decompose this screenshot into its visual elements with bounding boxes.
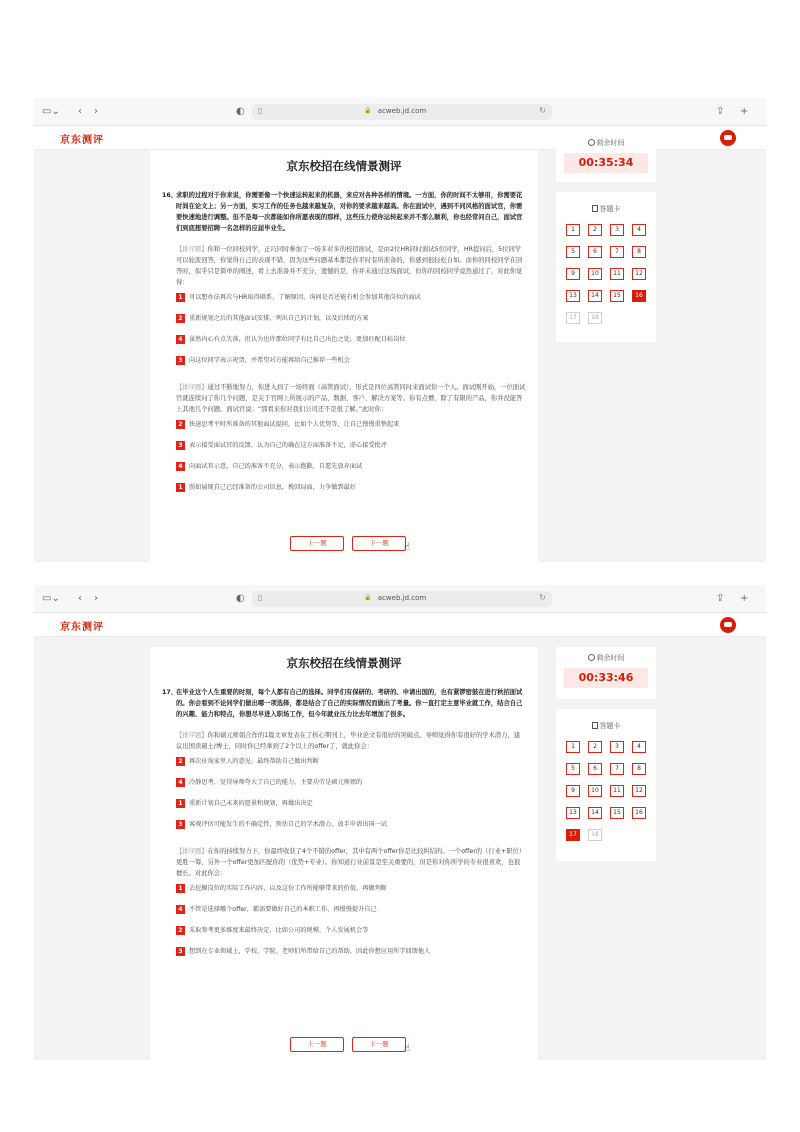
answer-card-cell[interactable]: 6: [588, 246, 602, 258]
browser-toolbar: [34, 98, 766, 126]
timer-label: [556, 653, 656, 663]
rank-badge[interactable]: 1: [176, 799, 185, 808]
reload-icon[interactable]: ↻: [539, 106, 546, 115]
timer-card: [556, 132, 656, 182]
scenario-body: 在你的持续努力下，你最终收获了4个不错的offer，其中有两个offer你是比较纠结的。一个offer的（行业+职位）更胜一筹，另外一个offer更加匹配你的（优势+专业）。你知道行业前景是至关重要的，但是你对你所学的专业很喜欢，也很擅长。对此你会：: [176, 848, 526, 877]
question-number: 17、: [162, 689, 178, 696]
screenshot-2: [34, 585, 766, 1060]
avatar[interactable]: [720, 617, 736, 633]
url-text: acweb.jd.com: [377, 594, 427, 602]
screenshot-1: [34, 98, 766, 562]
ranking-option[interactable]: [176, 778, 526, 794]
question-type-tag: 【排序题】: [176, 384, 208, 391]
answer-card-title-text: 答题卡: [599, 205, 621, 213]
rank-badge[interactable]: 4: [176, 335, 185, 344]
rank-badge[interactable]: 3: [176, 947, 185, 956]
answer-card-cell[interactable]: 14: [588, 807, 602, 819]
page-title: 京东校招在线情景测评: [286, 656, 402, 670]
answer-card-cell[interactable]: 4: [632, 741, 646, 753]
scenario-text: [176, 244, 526, 288]
scenario-text: [176, 846, 526, 879]
ranking-option[interactable]: [176, 293, 526, 309]
answer-card-title: [556, 721, 656, 735]
answer-card-cell[interactable]: 9: [566, 785, 580, 797]
rank-badge[interactable]: 3: [176, 820, 185, 829]
ranking-option[interactable]: [176, 483, 526, 499]
answer-card: [556, 192, 656, 342]
answer-card-cell[interactable]: 7: [610, 763, 624, 775]
new-tab-icon[interactable]: +: [740, 593, 749, 604]
option-list: [176, 293, 526, 372]
question-type-tag: 【排序题】: [176, 732, 208, 739]
answer-card-cell[interactable]: 8: [632, 246, 646, 258]
answer-card-cell[interactable]: 14: [588, 290, 602, 302]
answer-card-cell[interactable]: 12: [632, 268, 646, 280]
sidebar-toggle-icon[interactable]: ▭⌄: [42, 106, 60, 117]
rank-badge[interactable]: 1: [176, 483, 185, 492]
timer-label-text: 剩余时间: [596, 654, 625, 662]
option-text: 照如展现自己已经准备的公司信息，挽回局面，力争做到最好: [189, 484, 357, 491]
answer-card-cell[interactable]: 15: [610, 290, 624, 302]
scenario-text: [176, 730, 526, 752]
privacy-shield-icon[interactable]: ◐: [236, 593, 245, 604]
timer-card: [556, 647, 656, 699]
rank-badge[interactable]: 4: [176, 905, 185, 914]
next-question-button[interactable]: 下一题: [352, 536, 406, 551]
page-icon: ▯: [258, 106, 263, 115]
lock-icon: 🔒: [364, 594, 372, 601]
nav-row: [150, 536, 538, 552]
sidebar-toggle-icon[interactable]: ▭⌄: [42, 593, 60, 604]
address-bar[interactable]: [252, 591, 552, 607]
nav-row: [150, 1037, 538, 1053]
ranking-option[interactable]: [176, 905, 526, 921]
question-panel: [150, 150, 538, 562]
timer-label: [556, 138, 656, 148]
share-icon[interactable]: ⇪: [716, 593, 725, 604]
option-text: 快速思考平时所准备的其他面试提问，比如个人优势等，让自己慢慢重整起来: [189, 421, 400, 428]
option-list: [176, 420, 526, 499]
rank-badge[interactable]: 1: [176, 293, 185, 302]
clock-icon: [588, 139, 595, 146]
ranking-option[interactable]: [176, 884, 526, 900]
answer-card-cell[interactable]: 17: [566, 312, 580, 324]
privacy-shield-icon[interactable]: ◐: [236, 106, 245, 117]
pointer-cursor-icon: ☝: [404, 542, 411, 553]
answer-card-cell[interactable]: 11: [610, 268, 624, 280]
option-text: 再次征询家里人的意见，最终帮助自己做出判断: [189, 758, 319, 765]
reload-icon[interactable]: ↻: [539, 593, 546, 602]
option-text: 不管是选择哪个offer，都需要做好自己的本职工作，再慢慢提升自己: [189, 906, 377, 913]
scenario-body: 你和一位同校同学，正巧同时参加了一场多对多的校招面试，是由2位HR同时面试5位同学，HR提问后，5位同学可以轮流回答，你觉得自己的表现不错，因为这些问题基本都是你平时有所准备的，你感到很轻松自如。而你的同校同学在回答时，似乎只是简单的阐述，看上去准备并不充分，遗憾的是，你并未通过这场面试，但你的同校同学竟然通过了，对此你觉得：: [176, 246, 523, 286]
next-question-button[interactable]: 下一题: [352, 1037, 406, 1052]
timer-label-text: 剩余时间: [596, 139, 625, 147]
answer-card-cell[interactable]: 3: [610, 224, 624, 236]
question-stem-text: 求职的过程对于你来说，你需要像一个快速运转起来的机器，来应对各种各样的情境。一方面，你的时间不太够用，你需要花时间在论文上；另一方面，实习工作的任务也越来越复杂，对你的要求越来越高。你在面试中，遇到不同风格的面试官，你需要快速地进行调整。但不是每一次都能如你所愿表现的那样，这些压力使你运转起来并不那么顺利，你也经常问自己，面试官们到底想要招聘一名怎样的应届毕业生。: [176, 192, 523, 232]
site-header: [34, 613, 766, 637]
answer-card-cell[interactable]: 2: [588, 741, 602, 753]
rank-badge[interactable]: 2: [176, 420, 185, 429]
rank-badge[interactable]: 2: [176, 757, 185, 766]
clock-icon: [588, 654, 595, 661]
answer-card-cell[interactable]: 13: [566, 807, 580, 819]
prev-question-button[interactable]: 上一题: [290, 536, 344, 551]
answer-card-cell[interactable]: 3: [610, 741, 624, 753]
question-type-tag: 【排序题】: [176, 246, 208, 253]
lock-icon: 🔒: [364, 107, 372, 114]
answer-card-cell[interactable]: 11: [610, 785, 624, 797]
ranking-option[interactable]: [176, 820, 526, 836]
option-text: 想到在专业领域上，学校、学院、老师们所带给自己的帮助，因此你想应用所学回馈他人: [189, 948, 431, 955]
ranking-option[interactable]: [176, 420, 526, 436]
ranking-option[interactable]: [176, 335, 526, 351]
answer-card-cell[interactable]: 9: [566, 268, 580, 280]
answer-card-cell[interactable]: 7: [610, 246, 624, 258]
ranking-option[interactable]: [176, 799, 526, 815]
site-header: [34, 126, 766, 150]
answer-card-cell[interactable]: 1: [566, 741, 580, 753]
option-text: 向面试官示意，自己的准备不充分，表示抱歉，自愿先放弃面试: [189, 463, 363, 470]
answer-card-title: [556, 204, 656, 218]
new-tab-icon[interactable]: +: [740, 106, 749, 117]
rank-badge[interactable]: 4: [176, 778, 185, 787]
forward-icon[interactable]: ›: [94, 593, 98, 604]
answer-card-cell[interactable]: 8: [632, 763, 646, 775]
answer-card-cell[interactable]: 12: [632, 785, 646, 797]
option-text: 采取参考更多维度来最终决定，比如公司的规模、个人发展机会等: [189, 927, 369, 934]
answer-card-cell[interactable]: 18: [588, 312, 602, 324]
rank-badge[interactable]: 4: [176, 462, 185, 471]
address-bar[interactable]: [252, 104, 552, 120]
answer-card-title-text: 答题卡: [599, 722, 621, 730]
avatar[interactable]: [720, 130, 736, 146]
page-icon: ▯: [258, 593, 263, 602]
scenario-body: 通过不断地努力，你进入到了一场终面（高管面试），形式是四位高管同时来面试你一个人。面试刚开始，一位面试官就连续问了你几个问题，是关于官网上所展示的产品、数据、客户、解决方案等。你有点懵，除了有限的产品，你并没能答上其他几个问题。面试官说：“那看来你对我们公司还不是很了解。”此时你：: [176, 384, 526, 413]
sub-questions: [150, 244, 538, 499]
logo[interactable]: 京东测评: [60, 135, 104, 146]
question-stem: [162, 190, 526, 234]
timer-value: 00:35:34: [564, 153, 648, 173]
page-title: 京东校招在线情景测评: [286, 159, 402, 173]
answer-card-cell[interactable]: 18: [588, 829, 602, 841]
url-text: acweb.jd.com: [377, 107, 427, 115]
answer-sheet-icon: [592, 205, 598, 212]
option-text: 重新规划之后的其他面试安排，列出自己的计划，以及后续的方案: [189, 315, 369, 322]
question-stem: [162, 687, 526, 720]
sub-questions: [150, 730, 538, 963]
ranking-option[interactable]: [176, 926, 526, 942]
answer-card-cell[interactable]: 10: [588, 785, 602, 797]
rank-badge[interactable]: 3: [176, 356, 185, 365]
ranking-option[interactable]: [176, 947, 526, 963]
option-text: 去挖掘岗位的实际工作内容，以及这份工作所能够带来的价值，再做判断: [189, 885, 387, 892]
share-icon[interactable]: ⇪: [716, 106, 725, 117]
answer-card-cell[interactable]: 10: [588, 268, 602, 280]
question-panel: [150, 647, 538, 1060]
scenario-body: 你和硕元师姐合作的1篇文章发表在了核心期刊上，毕业论文有很好的突破点。导师觉得你有很好的学术潜力，建议出国读硕士/博士，同时你已经拿到了2个以上的offer了，就此你会：: [176, 732, 521, 750]
prev-question-button[interactable]: 上一题: [290, 1037, 344, 1052]
answer-card-cell[interactable]: 13: [566, 290, 580, 302]
option-list: [176, 757, 526, 836]
answer-sheet-icon: [592, 722, 598, 729]
back-icon[interactable]: ‹: [78, 106, 82, 117]
browser-toolbar: [34, 585, 766, 613]
answer-card-cell[interactable]: 15: [610, 807, 624, 819]
question-stem-text: 在毕业这个人生重要的时刻，每个人都有自己的选择。同学们有保研的、考研的、申请出国的，也有紧锣密鼓在进行秋招面试的。你会看到不论同学们做出哪一项选择，都是结合了自己的实际情况而做出了考量。你一直打定主意毕业就工作，结合自己的兴趣、能力和特点，你想尽早进入职场工作，但今年就业压力比去年增加了很多。: [176, 689, 523, 718]
option-text: 向这位同学表示祝贺，并希望对方能再给自己推荐一些机会: [189, 357, 350, 364]
ranking-option[interactable]: [176, 314, 526, 330]
ranking-option[interactable]: [176, 441, 526, 457]
scenario-text: [176, 382, 526, 415]
option-text: 客观评估可能发生的不确定性，预估自己的学术潜力，放手申请出国一试: [189, 821, 387, 828]
answer-card-cell[interactable]: 17: [566, 829, 580, 841]
answer-card-cell[interactable]: 6: [588, 763, 602, 775]
ranking-option[interactable]: [176, 462, 526, 478]
answer-card: [556, 709, 656, 861]
answer-card-cell[interactable]: 4: [632, 224, 646, 236]
answer-card-cell[interactable]: 16: [632, 807, 646, 819]
option-text: 重新计划自己未来的愿景和规划，再做出决定: [189, 800, 313, 807]
option-list: [176, 884, 526, 963]
answer-card-cell[interactable]: 5: [566, 246, 580, 258]
option-text: 虽然内心有点失落，但认为也许那位同学有比自己出色之处，更加匹配目标岗位: [189, 336, 406, 343]
rank-badge[interactable]: 2: [176, 926, 185, 935]
logo[interactable]: 京东测评: [60, 622, 104, 633]
question-type-tag: 【排序题】: [176, 848, 208, 855]
option-text: 表示接受面试官的反馈，认为自己的确在这方面准备不足，虚心接受批评: [189, 442, 387, 449]
answer-card-cell[interactable]: 16: [632, 290, 646, 302]
option-text: 冷静思考，觉得导师夸大了自己的能力，主要功劳是硕元师姐的: [189, 779, 363, 786]
answer-card-cell[interactable]: 5: [566, 763, 580, 775]
answer-card-cell[interactable]: 2: [588, 224, 602, 236]
back-icon[interactable]: ‹: [78, 593, 82, 604]
question-number: 16、: [162, 192, 178, 199]
ranking-option[interactable]: [176, 757, 526, 773]
option-text: 可以想办法再次与HR取得联系，了解原因，询问是否还能有机会参加其他岗位的面试: [189, 294, 421, 301]
answer-card-cell[interactable]: 1: [566, 224, 580, 236]
rank-badge[interactable]: 3: [176, 441, 185, 450]
rank-badge[interactable]: 2: [176, 314, 185, 323]
forward-icon[interactable]: ›: [94, 106, 98, 117]
rank-badge[interactable]: 1: [176, 884, 185, 893]
timer-value: 00:33:46: [564, 668, 648, 688]
pointer-cursor-icon: ☝: [404, 1043, 411, 1054]
ranking-option[interactable]: [176, 356, 526, 372]
